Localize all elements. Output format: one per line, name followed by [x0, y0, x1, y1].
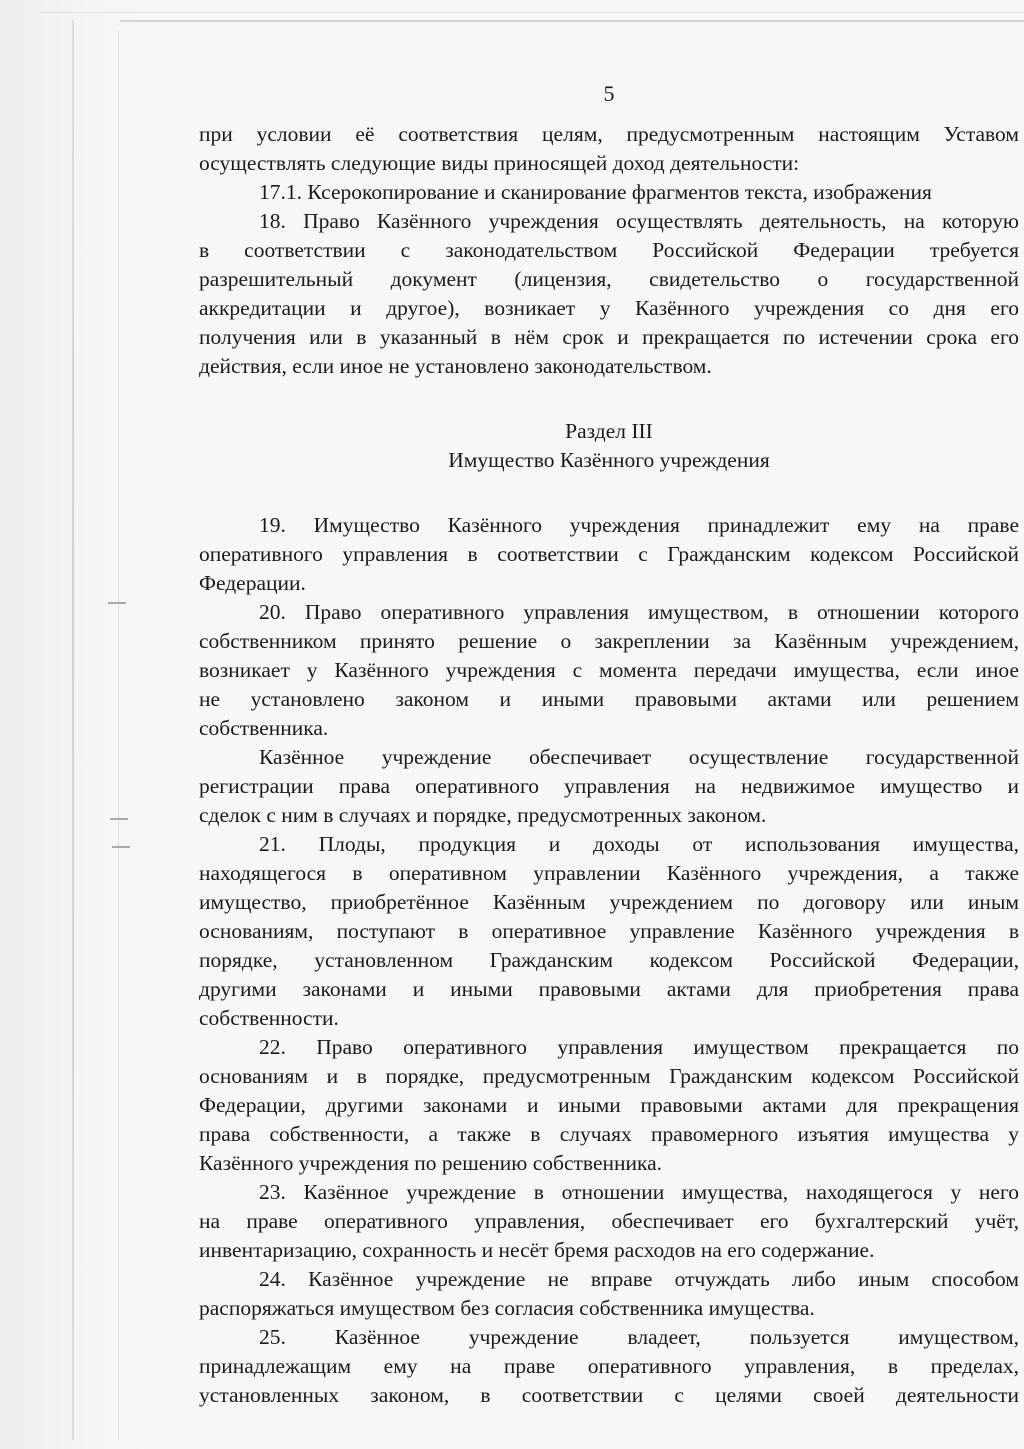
text-line: Федерации, другими законами и иными правовыми актами для прекращения — [199, 1093, 1019, 1117]
text-line: аккредитации и другое), возникает у Казённого учреждения со дня его — [199, 296, 1019, 320]
text-line: сделок с ним в случаях и порядке, предусмотренных законом. — [199, 803, 767, 827]
text-line: основаниям и в порядке, предусмотренным Гражданским кодексом Российской — [199, 1064, 1019, 1088]
text-line: имущество, приобретённое Казённым учреждением по договору или иным — [199, 890, 1019, 914]
text-line: 21. Плоды, продукция и доходы от использования имущества, — [259, 832, 1019, 856]
text-line: принадлежащим ему на праве оперативного управления, в пределах, — [199, 1354, 1019, 1378]
text-line: основаниям, поступают в оперативное управление Казённого учреждения в — [199, 919, 1019, 943]
text-line: права собственности, а также в случаях правомерного изъятия имущества у — [199, 1122, 1019, 1146]
text-line: получения или в указанный в нём срок и прекращается по истечении срока его — [199, 325, 1019, 349]
text-line: собственности. — [199, 1006, 339, 1030]
binding-edge — [72, 20, 74, 1440]
text-line: в соответствии с законодательством Российской Федерации требуется — [199, 238, 1019, 262]
text-line: Федерации. — [199, 571, 306, 595]
page-top-edge — [120, 20, 1024, 22]
section-subtitle: Имущество Казённого учреждения — [448, 448, 770, 472]
text-line: 17.1. Ксерокопирование и сканирование фрагментов текста, изображения — [259, 180, 932, 204]
text-line: при условии её соответствия целям, предусмотренным настоящим Уставом — [199, 122, 1019, 146]
text-line: Казённое учреждение обеспечивает осуществление государственной — [259, 745, 1019, 769]
text-line: 19. Имущество Казённого учреждения принадлежит ему на праве — [259, 513, 1019, 537]
text-line: инвентаризацию, сохранность и несёт бремя расходов на его содержание. — [199, 1238, 875, 1262]
section-title: Раздел III — [565, 419, 653, 443]
text-line: 22. Право оперативного управления имуществом прекращается по — [259, 1035, 1019, 1059]
text-line: на праве оперативного управления, обеспечивает его бухгалтерский учёт, — [199, 1209, 1019, 1233]
text-line: оперативного управления в соответствии с Гражданским кодексом Российской — [199, 542, 1019, 566]
text-line: регистрации права оперативного управления на недвижимое имущество и — [199, 774, 1019, 798]
underlying-page-edge — [40, 12, 1024, 13]
fold-shadow — [0, 0, 150, 1449]
text-line: не установлено законом и иными правовыми актами или решением — [199, 687, 1019, 711]
text-line: 23. Казённое учреждение в отношении имущества, находящегося у него — [259, 1180, 1019, 1204]
document-page — [199, 80, 1024, 1410]
text-line: разрешительный документ (лицензия, свидетельство о государственной — [199, 267, 1019, 291]
text-line: возникает у Казённого учреждения с момента передачи имущества, если иное — [199, 658, 1019, 682]
binding-mark — [112, 846, 130, 848]
text-line: 24. Казённое учреждение не вправе отчуждать либо иным способом — [259, 1267, 1019, 1291]
text-line: собственником принято решение о закреплении за Казённым учреждением, — [199, 629, 1019, 653]
text-line: осуществлять следующие виды приносящей доход деятельности: — [199, 151, 800, 175]
binding-mark — [110, 818, 128, 820]
text-line: находящегося в оперативном управлении Казённого учреждения, а также — [199, 861, 1019, 885]
text-line: порядке, установленном Гражданским кодексом Российской Федерации, — [199, 948, 1019, 972]
text-line: собственника. — [199, 716, 329, 740]
text-line: установленных законом, в соответствии с целями своей деятельности — [199, 1383, 1019, 1407]
text-line: 20. Право оперативного управления имуществом, в отношении которого — [259, 600, 1019, 624]
text-line: действия, если иное не установлено законодательством. — [199, 354, 712, 378]
page-left-edge — [118, 30, 119, 1440]
text-line: 25. Казённое учреждение владеет, пользуется имуществом, — [259, 1325, 1019, 1349]
text-line: другими законами и иными правовыми актами для приобретения права — [199, 977, 1019, 1001]
text-line: 18. Право Казённого учреждения осуществлять деятельность, на которую — [259, 209, 1019, 233]
page-number: 5 — [603, 81, 615, 106]
text-line: распоряжаться имуществом без согласия собственника имущества. — [199, 1296, 815, 1320]
binding-mark — [108, 602, 126, 604]
text-line: Казённого учреждения по решению собственника. — [199, 1151, 663, 1175]
